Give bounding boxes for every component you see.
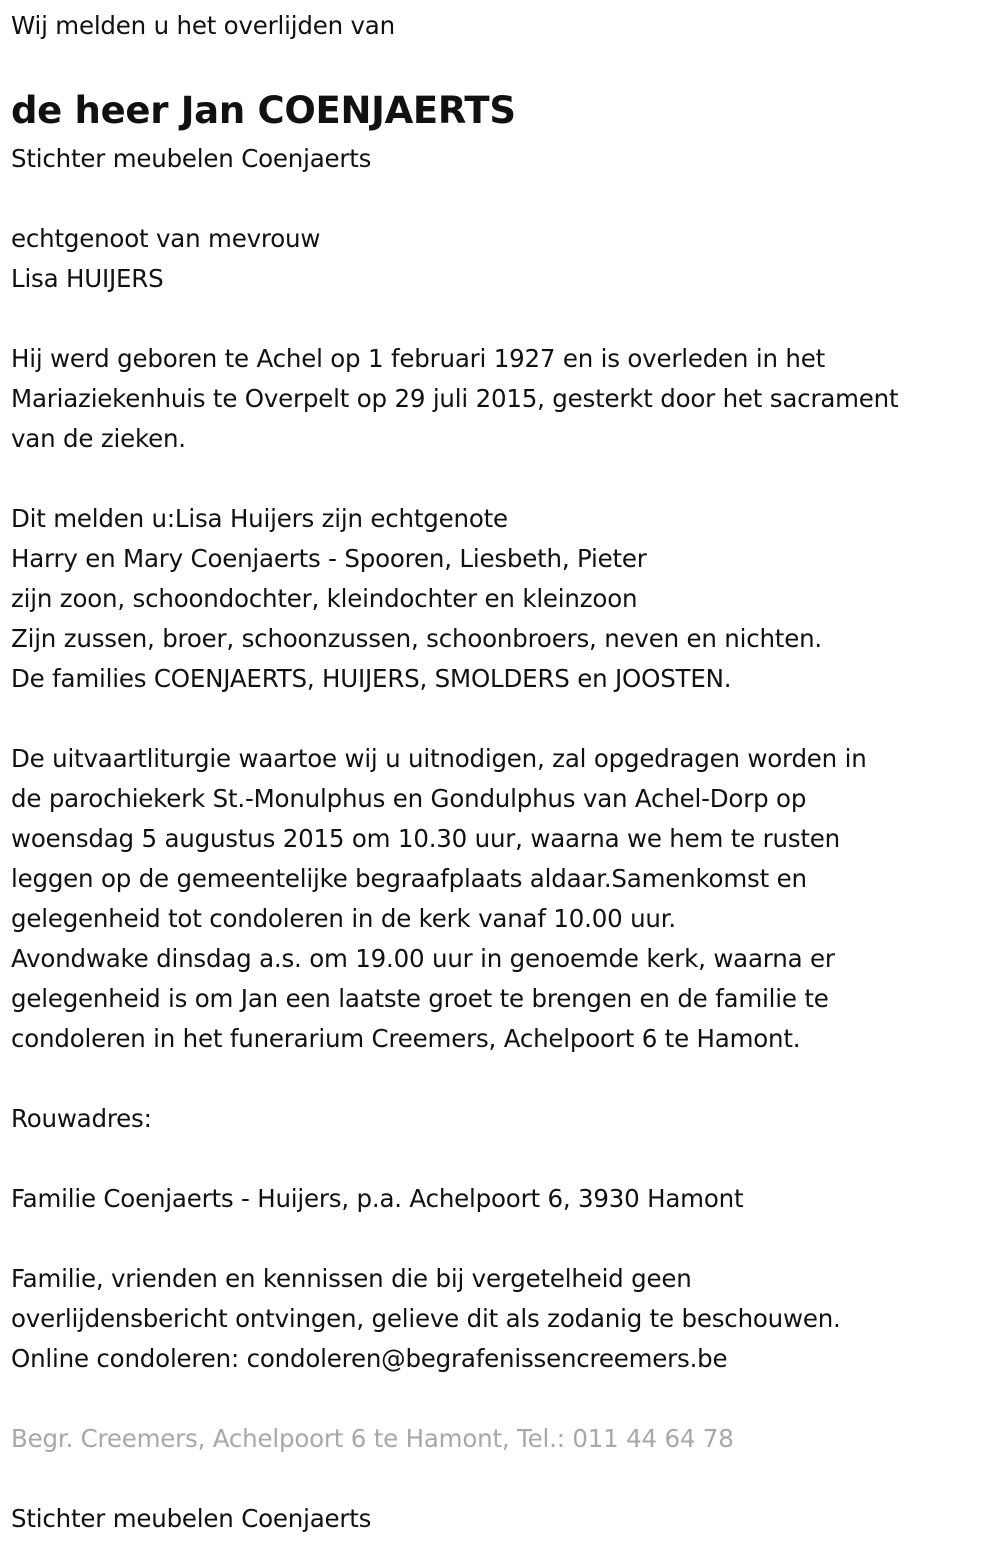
spacer: [11, 1459, 996, 1499]
obituary-notice: [11, 0, 996, 1539]
spouse-line: echtgenoot van mevrouw: [11, 224, 321, 253]
spacer: [11, 299, 996, 339]
family-line: zijn zoon, schoondochter, kleindochter en kleinzoon: [11, 584, 638, 613]
ceremony-line: De uitvaartliturgie waartoe wij u uitnodigen, zal opgedragen worden in: [11, 744, 867, 773]
intro-text: Wij melden u het overlijden van: [11, 11, 395, 40]
closing-line: overlijdensbericht ontvingen, gelieve dit als zodanig te beschouwen.: [11, 1304, 841, 1333]
family-section: [11, 499, 996, 699]
mourning-address-label: Rouwadres:: [11, 1104, 152, 1133]
mourning-address: Familie Coenjaerts - Huijers, p.a. Achelpoort 6, 3930 Hamont: [11, 1184, 744, 1213]
ceremony-line: leggen op de gemeentelijke begraafplaats aldaar.Samenkomst en: [11, 864, 807, 893]
spacer: [11, 1219, 996, 1259]
spouse-line: Lisa HUIJERS: [11, 264, 164, 293]
spacer: [11, 1379, 996, 1419]
footer-text: Stichter meubelen Coenjaerts: [11, 1504, 372, 1533]
ceremony-line: condoleren in het funerarium Creemers, Achelpoort 6 te Hamont.: [11, 1024, 801, 1053]
birth-death-line: van de zieken.: [11, 424, 186, 453]
spacer: [11, 699, 996, 739]
ceremony-line: Avondwake dinsdag a.s. om 19.00 uur in genoemde kerk, waarna er: [11, 944, 835, 973]
closing-section: [11, 1259, 996, 1379]
ceremony-section: [11, 739, 996, 1059]
ceremony-line: gelegenheid tot condoleren in de kerk vanaf 10.00 uur.: [11, 904, 676, 933]
deceased-name: de heer Jan COENJAERTS: [11, 89, 516, 132]
spouse-section: [11, 219, 996, 299]
birth-death-section: [11, 339, 996, 459]
spacer: [11, 459, 996, 499]
family-line: Harry en Mary Coenjaerts - Spooren, Liesbeth, Pieter: [11, 544, 647, 573]
spacer: [11, 1059, 996, 1099]
closing-line: Familie, vrienden en kennissen die bij vergetelheid geen: [11, 1264, 692, 1293]
family-line: Zijn zussen, broer, schoonzussen, schoonbroers, neven en nichten.: [11, 624, 823, 653]
spacer: [11, 1139, 996, 1179]
ceremony-line: gelegenheid is om Jan een laatste groet te brengen en de familie te: [11, 984, 829, 1013]
funeral-home-info: Begr. Creemers, Achelpoort 6 te Hamont, Tel.: 011 44 64 78: [11, 1424, 734, 1453]
family-line: Dit melden u:Lisa Huijers zijn echtgenote: [11, 504, 508, 533]
birth-death-line: Hij werd geboren te Achel op 1 februari 1927 en is overleden in het: [11, 344, 825, 373]
condolence-email-line: Online condoleren: condoleren@begrafenissencreemers.be: [11, 1344, 728, 1373]
family-line: De families COENJAERTS, HUIJERS, SMOLDERS en JOOSTEN.: [11, 664, 732, 693]
ceremony-line: woensdag 5 augustus 2015 om 10.30 uur, waarna we hem te rusten: [11, 824, 840, 853]
birth-death-line: Mariaziekenhuis te Overpelt op 29 juli 2015, gesterkt door het sacrament: [11, 384, 899, 413]
ceremony-line: de parochiekerk St.-Monulphus en Gondulphus van Achel-Dorp op: [11, 784, 807, 813]
deceased-subtitle: Stichter meubelen Coenjaerts: [11, 144, 372, 173]
spacer: [11, 179, 996, 219]
